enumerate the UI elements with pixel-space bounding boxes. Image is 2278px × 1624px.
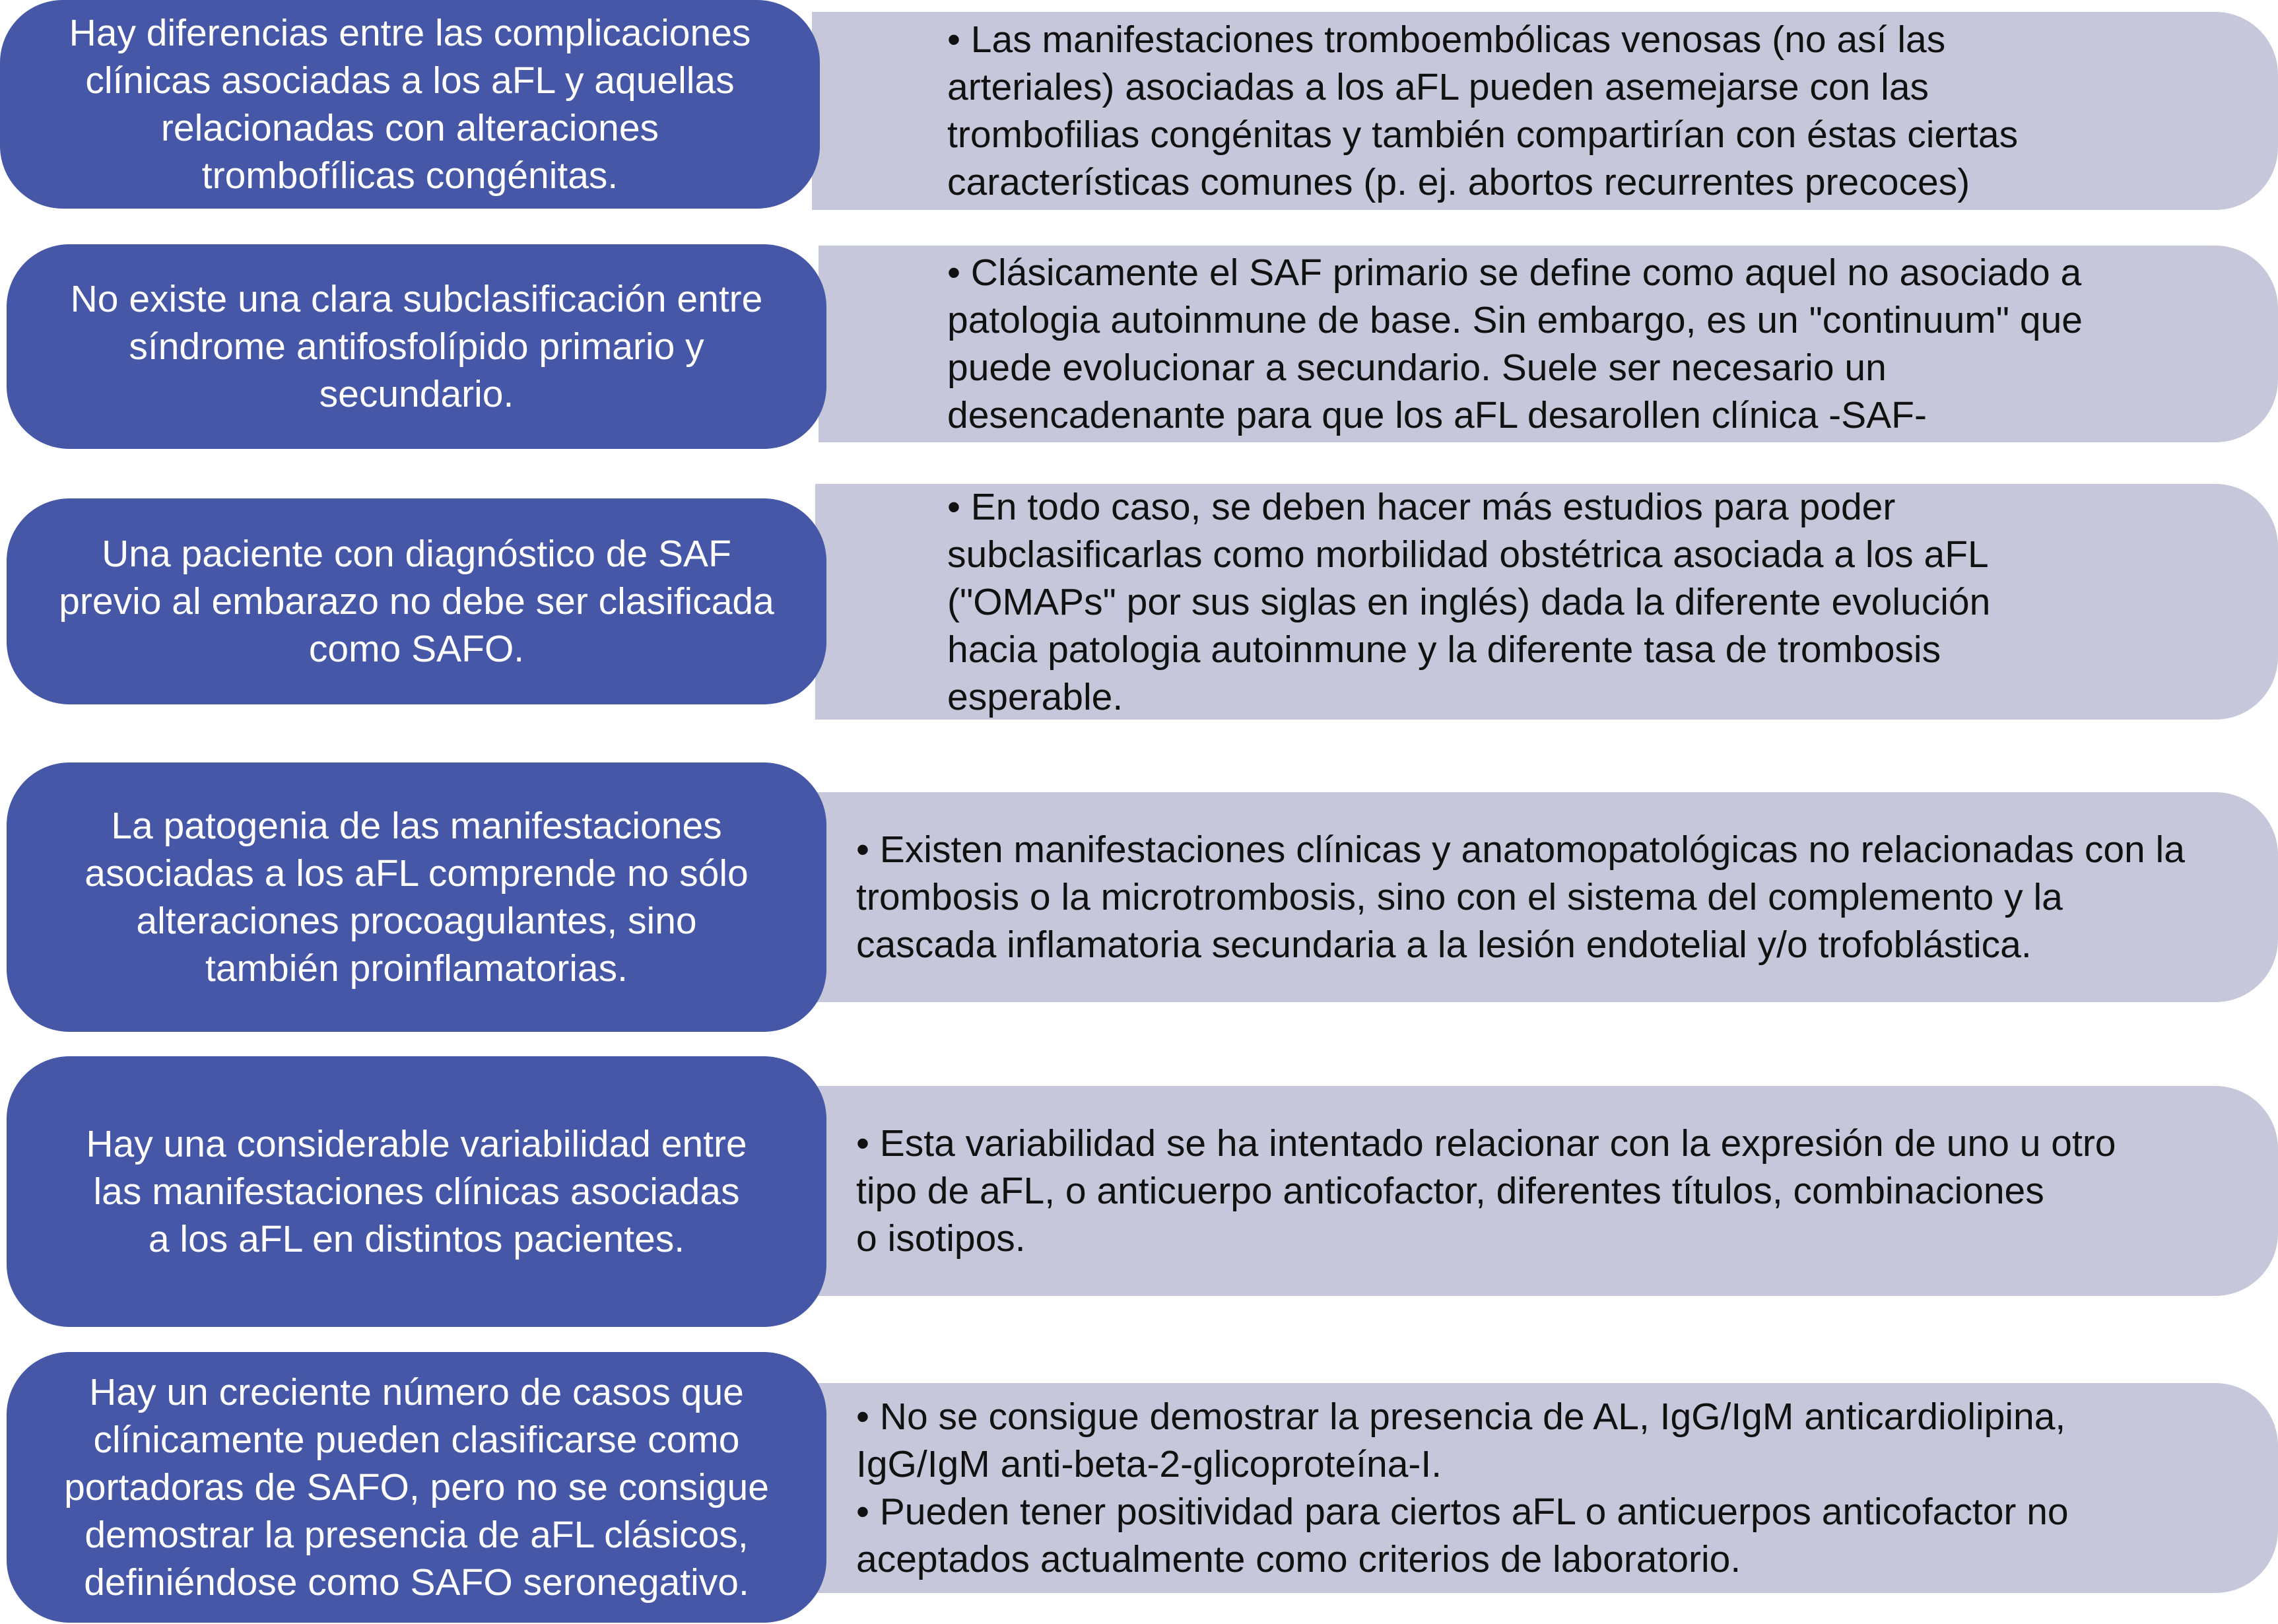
key-line: Una paciente con diagnóstico de SAF	[102, 533, 731, 575]
key-box-2	[7, 244, 826, 449]
key-box-1	[0, 0, 820, 209]
detail-line: • En todo caso, se deben hacer más estudios para poder	[947, 485, 1896, 528]
detail-line: o isotipos.	[856, 1217, 1026, 1260]
detail-line: esperable.	[947, 675, 1123, 718]
key-line: No existe una clara subclasificación entre	[70, 278, 763, 320]
key-line: también proinflamatorias.	[205, 947, 628, 990]
detail-box-2	[819, 246, 2278, 442]
detail-line: • Existen manifestaciones clínicas y anatomopatológicas no relacionadas con la	[856, 829, 2185, 871]
detail-line: hacia patologia autoinmune y la diferente tasa de trombosis	[947, 628, 1941, 671]
key-line: trombofílicas congénitas.	[201, 154, 619, 197]
key-line: las manifestaciones clínicas asociadas	[93, 1170, 740, 1213]
key-box-4	[7, 762, 826, 1032]
detail-line: características comunes (p. ej. abortos recurrentes precoces)	[947, 161, 1970, 203]
detail-line: ("OMAPs" por sus siglas en inglés) dada la diferente evolución	[947, 580, 1991, 623]
key-line: clínicas asociadas a los aFL y aquellas	[85, 59, 735, 102]
detail-line: trombofilias congénitas y también compartirían con éstas ciertas	[947, 114, 2019, 156]
detail-box-1	[812, 12, 2278, 210]
key-line: secundario.	[319, 373, 514, 415]
detail-line: • Clásicamente el SAF primario se define como aquel no asociado a	[947, 252, 2082, 294]
detail-line: • Las manifestaciones tromboembólicas venosas (no así las	[947, 18, 1946, 61]
detail-line: • Esta variabilidad se ha intentado relacionar con la expresión de uno u otro	[856, 1122, 2116, 1165]
key-line: Hay diferencias entre las complicaciones	[69, 12, 751, 54]
detail-box-3	[815, 484, 2278, 720]
key-line: previo al embarazo no debe ser clasificada	[59, 580, 774, 623]
key-line: Hay una considerable variabilidad entre	[86, 1123, 747, 1165]
key-line: clínicamente pueden clasificarse como	[93, 1419, 740, 1461]
detail-line: • No se consigue demostrar la presencia de AL, IgG/IgM anticardiolipina,	[856, 1396, 2066, 1438]
key-box-6	[7, 1352, 826, 1623]
key-line: síndrome antifosfolípido primario y	[129, 325, 704, 368]
detail-line: • Pueden tener positividad para ciertos aFL o anticuerpos anticofactor no	[856, 1491, 2069, 1533]
detail-line: puede evolucionar a secundario. Suele ser necesario un	[947, 347, 1887, 389]
detail-line: desencadenante para que los aFL desarollen clínica -SAF-	[947, 394, 1927, 436]
key-line: La patogenia de las manifestaciones	[111, 805, 722, 847]
detail-line: IgG/IgM anti-beta-2-glicoproteína-I.	[856, 1443, 1442, 1485]
detail-line: tipo de aFL, o anticuerpo anticofactor, diferentes títulos, combinaciones	[856, 1170, 2044, 1212]
detail-box-6	[792, 1383, 2278, 1593]
detail-line: subclasificarlas como morbilidad obstétrica asociada a los aFL	[947, 533, 1989, 576]
key-line: alteraciones procoagulantes, sino	[136, 900, 697, 942]
detail-line: trombosis o la microtrombosis, sino con el sistema del complemento y la	[856, 876, 2063, 918]
key-line: relacionadas con alteraciones	[160, 107, 659, 149]
key-line: definiéndose como SAFO seronegativo.	[84, 1561, 749, 1604]
key-box-5	[7, 1056, 826, 1327]
key-line: Hay un creciente número de casos que	[89, 1371, 744, 1413]
key-line: a los aFL en distintos pacientes.	[148, 1218, 685, 1260]
detail-line: patologia autoinmune de base. Sin embargo, es un "continuum" que	[947, 299, 2083, 341]
detail-line: arteriales) asociadas a los aFL pueden asemejarse con las	[947, 66, 1929, 108]
key-line: como SAFO.	[308, 628, 525, 670]
detail-line: aceptados actualmente como criterios de laboratorio.	[856, 1538, 1741, 1580]
key-line: asociadas a los aFL comprende no sólo	[84, 852, 749, 895]
detail-box-5	[792, 1086, 2278, 1296]
detail-line: cascada inflamatoria secundaria a la lesión endotelial y/o trofoblástica.	[856, 924, 2032, 966]
key-box-3	[7, 498, 826, 704]
key-line: portadoras de SAFO, pero no se consigue	[64, 1466, 769, 1508]
key-line: demostrar la presencia de aFL clásicos,	[84, 1514, 749, 1556]
detail-box-4	[792, 792, 2278, 1002]
